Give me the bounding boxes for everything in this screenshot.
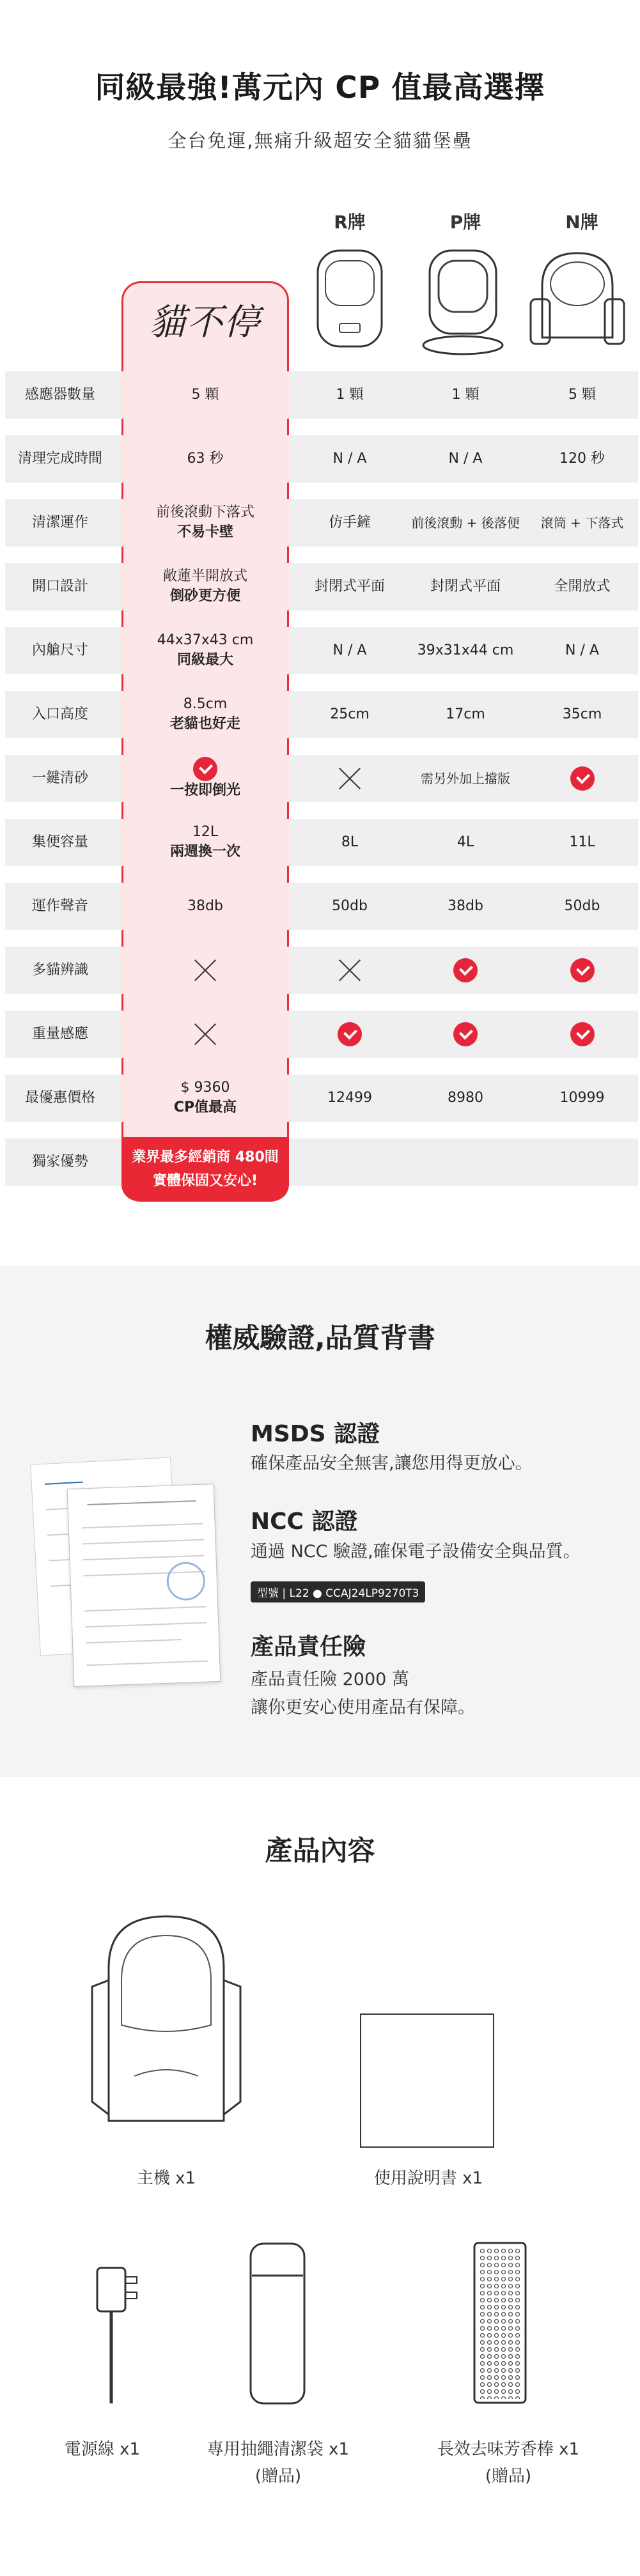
msds-title: MSDS 認證 [251,1421,380,1447]
brand-p-label: P牌 [449,212,481,233]
cross-icon [338,959,361,982]
brand-n-label: N牌 [565,212,598,233]
cross-icon [194,959,217,982]
r-cell: N / A [332,642,367,658]
ours-cell [121,947,289,994]
power-cable-image [83,2250,153,2416]
row-label: 重量感應 [31,1025,88,1042]
row-label: 清潔運作 [31,514,88,531]
n-cell: 120 秒 [559,450,605,467]
table-row [0,559,640,610]
ours-cell: 8.5cm 老貓也好走 [121,691,289,738]
page-title: 同級最強!萬元內 CP 值最高選擇 [95,70,545,105]
n-cell [526,947,638,994]
insurance-title: 產品責任險 [251,1634,366,1660]
p-cell: 需另外加上擋版 [421,771,510,786]
fragrance-stick-image [472,2240,529,2407]
n-cell: 35cm [562,706,602,722]
row-label: 最優惠價格 [24,1089,95,1106]
fragrance-stick-label: 長效去味芳香棒 x1 (贈品) [437,2440,580,2486]
p-cell: 1 顆 [451,386,480,403]
contents-title: 產品內容 [265,1835,375,1867]
check-icon [453,1022,478,1046]
certificate-documents-image [35,1461,227,1703]
check-icon [338,1022,362,1046]
r-cell: 仿手鏟 [328,514,371,531]
n-cell: 11L [569,834,595,850]
check-icon [570,766,595,791]
ours-cell [121,1011,289,1058]
n-cell: 5 顆 [568,386,596,403]
r-cell: 封閉式平面 [314,578,385,594]
check-icon [193,757,217,781]
ours-cell: 44x37x43 cm 同級最大 [121,627,289,674]
r-cell: 12499 [327,1089,372,1106]
r-cell: 1 顆 [336,386,364,403]
table-row [0,687,640,738]
check-icon [570,1022,595,1046]
r-cell [295,947,404,994]
row-label: 入口高度 [31,706,88,722]
ours-cell: 敞蓮半開放式 倒砂更方便 [121,563,289,610]
table-row [0,1007,640,1058]
p-cell: 8980 [448,1089,483,1106]
certification-title: 權威驗證,品質背書 [205,1323,435,1354]
msds-text: 確保產品安全無害,讓您用得更放心。 [251,1454,533,1473]
ours-cell: 前後滾動下落式 不易卡壁 [121,499,289,547]
n-cell [526,1011,638,1058]
row-label: 獨家優勢 [31,1153,88,1170]
ncc-model-badge: 型號 | L22 ● CCAJ24LP9270T3 [251,1581,425,1602]
brand-logo: 貓不停 [150,302,261,343]
manual-image [360,2013,494,2148]
row-label: 內艙尺寸 [31,642,88,658]
main-unit-label: 主機 x1 [136,2169,196,2188]
p-cell: N / A [448,450,483,467]
cross-icon [338,767,361,790]
row-label: 清理完成時間 [17,450,102,467]
r-cell: N / A [332,450,367,467]
brand-r-label: R牌 [334,212,366,233]
main-unit-image [83,1910,249,2127]
row-label: 多貓辨識 [31,961,88,978]
p-cell: 前後滾動 + 後落便 [411,515,520,531]
page-subtitle: 全台免運,無痛升級超安全貓貓堡壘 [168,130,472,151]
highlight-column [121,281,289,1202]
ours-cell: 一按即倒光 [121,755,289,802]
check-icon [570,958,595,982]
cleaning-bag-label: 專用抽繩清潔袋 x1 (贈品) [207,2440,350,2486]
n-cell: 滾筒 + 下落式 [540,515,624,531]
r-cell: 25cm [330,706,370,722]
brand-r-product-image [311,242,388,357]
p-cell: 封閉式平面 [430,578,501,594]
table-row [0,495,640,547]
n-cell: 10999 [559,1089,605,1106]
r-cell: 8L [341,834,359,850]
p-cell [411,1011,520,1058]
table-row [0,943,640,994]
row-label: 感應器數量 [24,386,95,403]
manual-label: 使用說明書 x1 [373,2169,483,2188]
table-row [0,879,640,930]
table-row [0,623,640,674]
ours-cell: 12L 兩週換一次 [121,819,289,866]
brand-n-product-image [523,242,632,357]
table-row [0,815,640,866]
row-label: 一鍵清砂 [31,770,88,786]
ncc-title: NCC 認證 [251,1509,358,1535]
p-cell: 38db [448,897,483,914]
table-row [0,431,640,483]
row-label: 集便容量 [31,834,88,850]
brand-p-product-image [418,242,508,357]
table-row [0,1135,640,1186]
insurance-line2: 讓你更安心使用產品有保障。 [251,1698,475,1718]
r-cell: 50db [332,897,368,914]
check-icon [453,958,478,982]
p-cell [411,947,520,994]
cleaning-bag-image [243,2237,313,2410]
r-cell [295,1011,404,1058]
ours-cell: 5 顆 [121,371,289,419]
n-cell [526,755,638,802]
table-row [0,1071,640,1122]
row-label: 開口設計 [31,578,88,594]
row-label: 運作聲音 [31,897,88,914]
ours-cell: $ 9360 CP值最高 [121,1075,289,1122]
table-row [0,368,640,419]
power-cable-label: 電源線 x1 [64,2440,141,2459]
p-cell: 17cm [446,706,485,722]
ncc-text: 通過 NCC 驗證,確保電子設備安全與品質。 [251,1542,581,1562]
p-cell: 39x31x44 cm [417,642,514,658]
cross-icon [194,1023,217,1046]
n-cell: 50db [564,897,600,914]
n-cell: N / A [565,642,599,658]
n-cell: 全開放式 [554,578,611,594]
ours-cell: 63 秒 [121,435,289,483]
exclusive-advantage-badge: 業界最多經銷商 480間 實體保固又安心! [121,1137,289,1201]
comparison-section [0,0,640,1266]
insurance-line1: 產品責任險 2000 萬 [251,1670,409,1689]
ours-cell: 38db [121,883,289,930]
table-row [0,751,640,802]
p-cell: 4L [457,834,474,850]
r-cell [295,755,404,802]
